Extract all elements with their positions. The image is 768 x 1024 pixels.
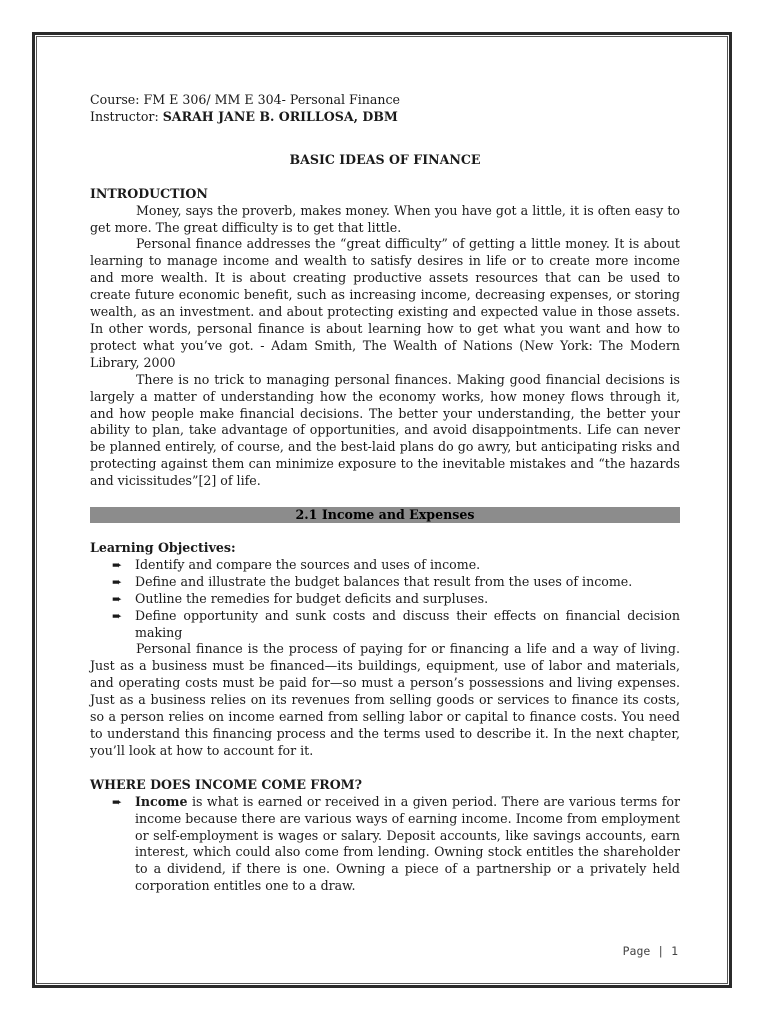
arrow-bullet-icon: ➨ [112, 608, 123, 623]
list-item [112, 794, 680, 895]
learning-objectives-list [90, 557, 680, 642]
course-line: Course: FM E 306/ MM E 304- Personal Finance [90, 92, 400, 107]
instructor-line [90, 109, 680, 126]
list-item: ➨ Define and illustrate the budget balances that result from the uses of income. [112, 573, 633, 589]
instructor-name: SARAH JANE B. ORILLOSA, DBM [162, 108, 398, 124]
income-list [90, 794, 680, 895]
document-page [90, 92, 680, 895]
arrow-bullet-icon: ➨ [112, 574, 123, 589]
arrow-bullet-icon: ➨ [112, 557, 123, 572]
introduction-heading: INTRODUCTION [90, 185, 208, 201]
list-item: ➨ Outline the remedies for budget deficits and surpluses. [112, 590, 489, 606]
section-paragraph-1: Personal finance is the process of paying for or financing a life and a way of living. Just as a business must be financed—its buildings, equipment, use of labor and materials, and operating costs must be paid for—so must a person’s possessions and living expenses. Just as a business relies on its revenues from selling goods or services to finance its costs, so a person relies on income earned from selling labor or capital to finance costs. You need to understand this financing process and the terms used to describe it. In the next chapter, you’ll look at how to account for it. [90, 641, 680, 758]
list-item: ➨ Define opportunity and sunk costs and discuss their effects on financial decision making [112, 607, 680, 640]
income-heading: WHERE DOES INCOME COME FROM? [90, 776, 362, 792]
arrow-bullet-icon: ➨ [112, 591, 123, 606]
intro-paragraph-1: Money, says the proverb, makes money. When you have got a little, it is often easy to get more. The great difficulty is to get that little. [90, 202, 680, 235]
income-definition: is what is earned or received in a given period. There are various terms for income because there are various ways of earning income. Income from employment or self-employment is wages or salary. Deposit accounts, like savings accounts, earn interest, which could also come from lending. Owning stock entitles the shareholder to a dividend, if there is one. Owning a piece of a partnership or a privately held corporation entitles one to a draw. [135, 793, 680, 894]
document-title: BASIC IDEAS OF FINANCE [289, 151, 481, 167]
page-number: Page | 1 [622, 944, 678, 958]
intro-paragraph-2: Personal finance addresses the “great difficulty” of getting a little money. It is about learning to manage income and wealth to satisfy desires in life or to create more income and more wealth. It is about creating productive assets resources that can be used to create future economic benefit, such as increasing income, decreasing expenses, or storing wealth, as an investment. and about protecting existing and expected value in those assets. In other words, personal finance is about learning how to get what you want and how to protect what you’ve got. - Adam Smith, The Wealth of Nations (New York: The Modern Library, 2000 [90, 236, 680, 370]
section-title-bar: 2.1 Income and Expenses [90, 507, 680, 523]
list-item: ➨ Identify and compare the sources and uses of income. [112, 556, 481, 572]
arrow-bullet-icon: ➨ [112, 794, 123, 809]
learning-objectives-heading: Learning Objectives: [90, 540, 236, 556]
instructor-label: Instructor: [90, 108, 163, 124]
intro-paragraph-3: There is no trick to managing personal finances. Making good financial decisions is largely a matter of understanding how the economy works, how money flows through it, and how people make financial decisions. The better your understanding, the better your ability to plan, take advantage of opportunities, and avoid disappointments. Life can never be planned entirely, of course, and the best-laid plans do go awry, but anticipating risks and protecting against them can minimize exposure to the inevitable mistakes and “the hazards and vicissitudes”[2] of life. [90, 371, 680, 489]
income-term: Income [135, 793, 188, 809]
